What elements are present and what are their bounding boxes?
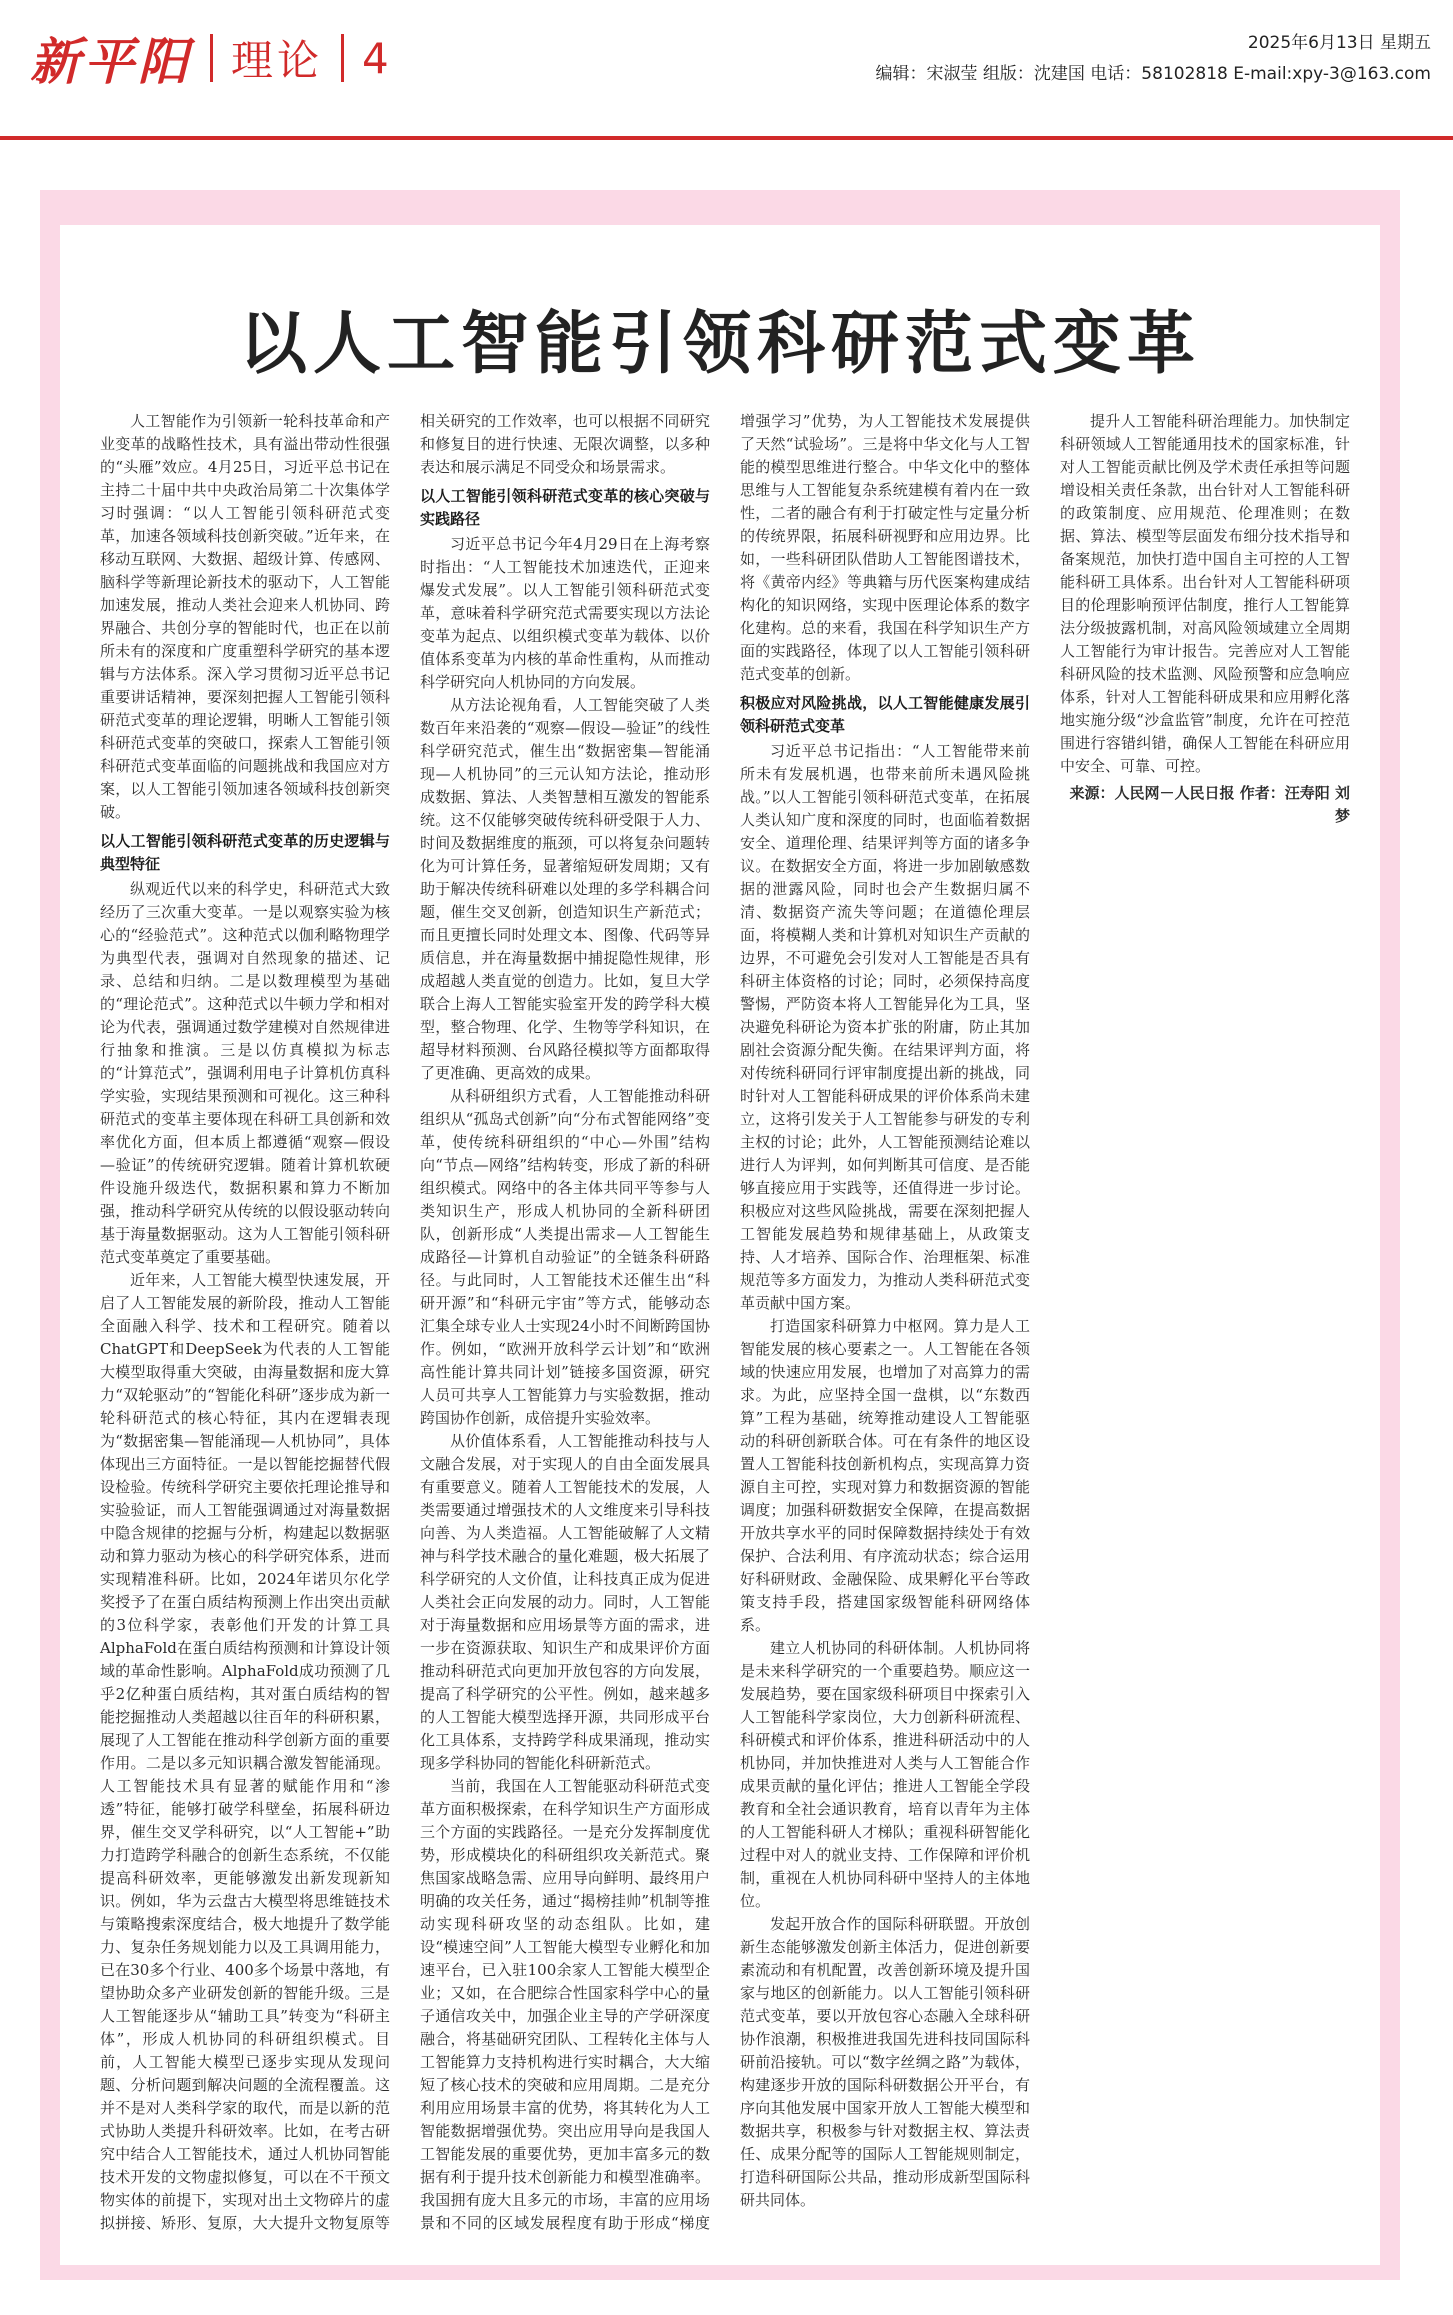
subheading: 以人工智能引领科研范式变革的历史逻辑与典型特征 bbox=[100, 832, 390, 873]
paragraph: 习近平总书记指出：“人工智能带来前所未有发展机遇，也带来前所未遇风险挑战。”以人工智能引领科研范式变革，在拓展人类认知广度和深度的同时，也面临着数据安全、道理伦理、结果评判等方面的诸多争议。在数据安全方面，将进一步加剧敏感数据的泄露风险，同时也会产生数据归属不清、数据资产流失等问题；在道德伦理层面，将模糊人类和计算机对知识生产贡献的边界，不可避免会引发对人工智能是否具有科研主体资格的讨论；同时，必须保持高度警惕，严防资本将人工智能异化为工具，坚决避免科研论为资本扩张的附庸，防止其加剧社会资源分配失衡。在结果评判方面，将对传统科研同行评审制度提出新的挑战，同时针对人工智能科研成果的评价体系尚未建立，这将引发关于人工智能参与研发的专利主权的讨论；此外，人工智能预测结论难以进行人为评判，如何判断其可信度、是否能够直接应用于实践等，还值得进一步讨论。积极应对这些风险挑战，需要在深刻把握人工智能发展趋势和规律基础上，从政策支持、人才培养、国际合作、治理框架、标准规范等多方面发力，为推动人类科研范式变革贡献中国方案。 bbox=[740, 742, 1030, 1312]
page-number: 4 bbox=[362, 33, 389, 83]
paragraph: 从科研组织方式看，人工智能推动科研组织从“孤岛式创新”向“分布式智能网络”变革，使传统科研组织的“中心—外围”结构向“节点—网络”结构转变，形成了新的科研组织模式。网络中的各主体共同平等参与人类知识生产，形成人机协同的全新科研团队，创新形成“人类提出需求—人工智能生成路径—计算机自动验证”的全链条科研路径。与此同时，人工智能技术还催生出“科研开源”和“科研元宇宙”等方式，能够动态汇集全球专业人士实现24小时不间断跨国协作。例如，“欧洲开放科学云计划”和“欧洲高性能计算共同计划”链接多国资源，研究人员可共享人工智能算力与实验数据，推动跨国协作创新，成倍提升实验效率。 bbox=[420, 1087, 710, 1427]
paragraph: 纵观近代以来的科学史，科研范式大致经历了三次重大变革。一是以观察实验为核心的“经验范式”。这种范式以伽利略物理学为典型代表，强调对自然现象的描述、记录、总结和归纳。二是以数理模型为基础的“理论范式”。这种范式以牛顿力学和相对论为代表，强调通过数学建模对自然规律进行抽象和推演。三是以仿真模拟为标志的“计算范式”，强调利用电子计算机仿真科学实验，实现结果预测和可视化。这三种科研范式的变革主要体现在科研工具创新和效率优化方面，但本质上都遵循“观察—假设—验证”的传统研究逻辑。随着计算机软硬件设施升级迭代，数据积累和算力不断加强，推动科学研究从传统的以假设驱动转向基于海量数据驱动。这为人工智能引领科研范式变革奠定了重要基础。 bbox=[100, 880, 390, 1266]
paragraph: 提升人工智能科研治理能力。加快制定科研领域人工智能通用技术的国家标准，针对人工智能贡献比例及学术责任承担等问题增设相关责任条款，出台针对人工智能科研的政策制度、应用规范、伦理准则；在数据、算法、模型等层面发布细分技术指导和备案规范，加快打造中国自主可控的人工智能科研工具体系。出台针对人工智能科研项目的伦理影响预评估制度，推行人工智能算法分级披露机制，对高风险领域建立全周期人工智能行为审计报告。完善应对人工智能科研风险的技术监测、风险预警和应急响应体系，针对人工智能科研成果和应用孵化落地实施分级“沙盒监管”制度，允许在可控范围进行容错纠错，确保人工智能在科研应用中安全、可靠、可控。 bbox=[1060, 412, 1350, 775]
article-body bbox=[100, 410, 1350, 2255]
editor-line: 编辑：宋淑莹 组版：沈建国 电话：58102818 E-mail:xpy-3@163.com bbox=[875, 64, 1431, 84]
article-credit: 来源：人民网－人民日报 作者：汪寿阳 刘 梦 bbox=[1069, 784, 1350, 825]
paragraph: 近年来，人工智能大模型快速发展，开启了人工智能发展的新阶段，推动人工智能全面融入科学、技术和工程研究。随着以ChatGPT和DeepSeek为代表的人工智能大模型取得重大突破，由海量数据和庞大算力“双轮驱动”的“智能化科研”逐步成为新一轮科研范式的核心特征，其内在逻辑表现为“数据密集—智能涌现—人机协同”，具体体现出三方面特征。一是以智能挖掘替代假设检验。传统科学研究主要依托理论推导和实验验证，而人工智能强调通过对海量数据中隐含规律的挖掘与分析，构建起以数据驱动和算力驱动为核心的科学研究体系，进而实现精准科研。比如，2024年诺贝尔化学奖授予了在蛋白质结构预测上作出突出贡献的3位科学家，表彰他们开发的计算工具AlphaFold在蛋白质结构预测和计算设计领域的革命性影响。AlphaFold成功预测了几乎2亿种蛋白质结构，其对蛋白质结构的智能挖掘推动人类超越以往百年的科研积累，展现了人工智能在推动科学创新方面的重要作用。二是以多元知识耦合激发智能涌现。人工智能技术具有显著的赋能作用和“渗透”特征，能够打破学科壁垒，拓展科研边界，催生交叉学科研究，以“人工智能+”助力打造跨学科融合的创新生态系统，不仅能提高科研效率，更能够激发出新发现新知识。例如，华为云盘古大模型将思维链技术与策略搜索深度结合，极大地提升了数学能力、复杂任务规划能力以及工具调用能力，已在30多个行业、400多个场景中落地，有望协助众多产业研发创新的智能升级。三是人工智能逐步从“辅助工具”转变为“科研主体”，形成人机协同的科研组织模式。目前，人工智能大模型已逐步实现从发现问题、分析问题到解决问题的全流程覆盖。这并不是对人类科学家的取代，而是以新的范式协助人类提升科研效率。比如，在考古研究中结合人工智能技术，通过人机协同智能技术开发的文物虚拟修复，可以在不干预文物实体的前提下，实现对出土文物碎片的虚拟拼接、矫形、复原，大大提升文物复原等相关研究的工作效率，也可以根据不同研究和修复目的进行快速、无限次调整，以多种表达和展示满足不同受众和场景需求。 bbox=[100, 412, 710, 2232]
subheading: 积极应对风险挑战，以人工智能健康发展引领科研范式变革 bbox=[740, 694, 1030, 735]
paragraph: 当前，我国在人工智能驱动科研范式变革方面积极探索，在科学知识生产方面形成三个方面的实践路径。一是充分发挥制度优势，形成模块化的科研组织攻关新范式。聚焦国家战略急需、应用导向鲜明、最终用户明确的攻关任务，通过“揭榜挂帅”机制等推动实现科研攻坚的动态组队。比如，建设“模速空间”人工智能大模型专业孵化和加速平台，已入驻100余家人工智能大模型企业；又如，在合肥综合性国家科学中心的量子通信攻关中，加强企业主导的产学研深度融合，将基础研究团队、工程转化主体与人工智能算力支持机构进行实时耦合，大大缩短了核心技术的突破和应用周期。二是充分利用应用场景丰富的优势，将其转化为人工智能数据增强优势。突出应用导向是我国人工智能发展的重要优势，更加丰富多元的数据有利于提升技术创新能力和模型准确率。我国拥有庞大且多元的市场，丰富的应用场景和不同的区域发展程度有助于形成“梯度增强学习”优势，为人工智能技术发展提供了天然“试验场”。三是将中华文化与人工智能的模型思维进行整合。中华文化中的整体思维与人工智能复杂系统建模有着内在一致性，二者的融合有利于打破定性与定量分析的传统界限，拓展科研视野和应用边界。比如，一些科研团队借助人工智能图谱技术，将《黄帝内经》等典籍与历代医案构建成结构化的知识网络，实现中医理论体系的数字化建构。总的来看，我国在科学知识生产方面的实践路径，体现了以人工智能引领科研范式变革的创新。 bbox=[420, 412, 1030, 2232]
paragraph: 建立人机协同的科研体制。人机协同将是未来科学研究的一个重要趋势。顺应这一发展趋势，要在国家级科研项目中探索引入人工智能科学家岗位，大力创新科研流程、科研模式和评价体系，推进科研活动中的人机协同，并加快推进对人类与人工智能合作成果贡献的量化评估；推进人工智能全学段教育和全社会通识教育，培育以青年为主体的人工智能科研人才梯队；重视科研智能化过程中对人的就业支持、工作保障和评价机制，重视在人机协同科研中坚持人的主体地位。 bbox=[740, 1639, 1030, 1910]
subheading: 以人工智能引领科研范式变革的核心突破与实践路径 bbox=[420, 487, 710, 528]
paragraph: 从方法论视角看，人工智能突破了人类数百年来沿袭的“观察—假设—验证”的线性科学研究范式，催生出“数据密集—智能涌现—人机协同”的三元认知方法论，推动形成数据、算法、人类智慧相互激发的智能系统。这不仅能够突破传统科研受限于人力、时间及数据维度的瓶颈，可以将复杂问题转化为可计算任务，显著缩短研发周期；又有助于解决传统科研难以处理的多学科耦合问题，催生交叉创新，创造知识生产新范式；而且更擅长同时处理文本、图像、代码等异质信息，并在海量数据中捕捉隐性规律，形成超越人类直觉的创造力。比如，复旦大学联合上海人工智能实验室开发的跨学科大模型，整合物理、化学、生物等学科知识，在超导材料预测、台风路径模拟等方面都取得了更准确、更高效的成果。 bbox=[420, 696, 710, 1082]
paragraph: 人工智能作为引领新一轮科技革命和产业变革的战略性技术，具有溢出带动性很强的“头雁”效应。4月25日，习近平总书记在主持二十届中共中央政治局第二十次集体学习时强调：“以人工智能引领科研范式变革，加速各领域科技创新突破。”近年来，在移动互联网、大数据、超级计算、传感网、脑科学等新理论新技术的驱动下，人工智能加速发展，推动人类社会迎来人机协同、跨界融合、共创分享的智能时代，也正在以前所未有的深度和广度重塑科学研究的基本逻辑与方法体系。深入学习贯彻习近平总书记重要讲话精神，要深刻把握人工智能引领科研范式变革的理论逻辑，明晰人工智能引领科研范式变革的突破口，探索人工智能引领科研范式变革面临的问题挑战和我国应对方案，以人工智能引领加速各领域科技创新突破。 bbox=[100, 412, 390, 821]
masthead-rule bbox=[0, 136, 1453, 140]
paragraph: 打造国家科研算力中枢网。算力是人工智能发展的核心要素之一。人工智能在各领域的快速应用发展，也增加了对高算力的需求。为此，应坚持全国一盘棋，以“东数西算”工程为基础，统筹推动建设人工智能驱动的科研创新联合体。可在有条件的地区设置人工智能科技创新机构点，实现高算力资源自主可控，实现对算力和数据资源的智能调度；加强科研数据安全保障，在提高数据开放共享水平的同时保障数据持续处于有效保护、合法利用、有序流动状态；综合运用好科研财政、金融保险、成果孵化平台等政策支持手段，搭建国家级智能科研网络体系。 bbox=[740, 1317, 1030, 1634]
article-headline: 以人工智能引领科研范式变革 bbox=[238, 305, 1201, 384]
paper-logo: 新平阳 bbox=[30, 32, 192, 91]
brand bbox=[30, 18, 389, 98]
section-title: 理论 bbox=[231, 36, 324, 85]
paragraph: 发起开放合作的国际科研联盟。开放创新生态能够激发创新主体活力，促进创新要素流动和有机配置，改善创新环境及提升国家与地区的创新能力。以人工智能引领科研范式变革，要以开放包容心态融入全球科研协作浪潮，积极推进我国先进科技同国际科研前沿接轨。可以“数字丝绸之路”为载体，构建逐步开放的国际科研数据公开平台，有序向其他发展中国家开放人工智能大模型和数据共享，积极参与针对数据主权、算法责任、成果分配等的国际人工智能规则制定，打造科研国际公共品，推动形成新型国际科研共同体。 bbox=[740, 1915, 1030, 2209]
paragraph: 从价值体系看，人工智能推动科技与人文融合发展，对于实现人的自由全面发展具有重要意义。随着人工智能技术的发展，人类需要通过增强技术的人文维度来引导科技向善、为人类造福。人工智能破解了人文精神与科学技术融合的量化难题，极大拓展了科学研究的人文价值，让科技真正成为促进人类社会正向发展的动力。同时，人工智能对于海量数据和应用场景等方面的需求，进一步在资源获取、知识生产和成果评价方面推动科研范式向更加开放包容的方向发展，提高了科学研究的公平性。例如，越来越多的人工智能大模型选择开源，共同形成平台化工具体系，支持跨学科成果涌现，推动实现多学科协同的智能化科研新范式。 bbox=[420, 1432, 710, 1772]
masthead bbox=[0, 0, 1453, 140]
paragraph: 习近平总书记今年4月29日在上海考察时指出：“人工智能技术加速迭代，正迎来爆发式发展”。以人工智能引领科研范式变革，意味着科学研究范式需要实现以方法论变革为起点、以组织模式变革为载体、以价值体系变革为内核的革命性重构，从而推动科学研究向人机协同的方向发展。 bbox=[420, 535, 710, 691]
issue-date: 2025年6月13日 星期五 bbox=[1247, 33, 1431, 53]
masthead-divider bbox=[341, 34, 344, 82]
issue-info bbox=[876, 30, 1432, 88]
masthead-divider bbox=[210, 34, 213, 82]
